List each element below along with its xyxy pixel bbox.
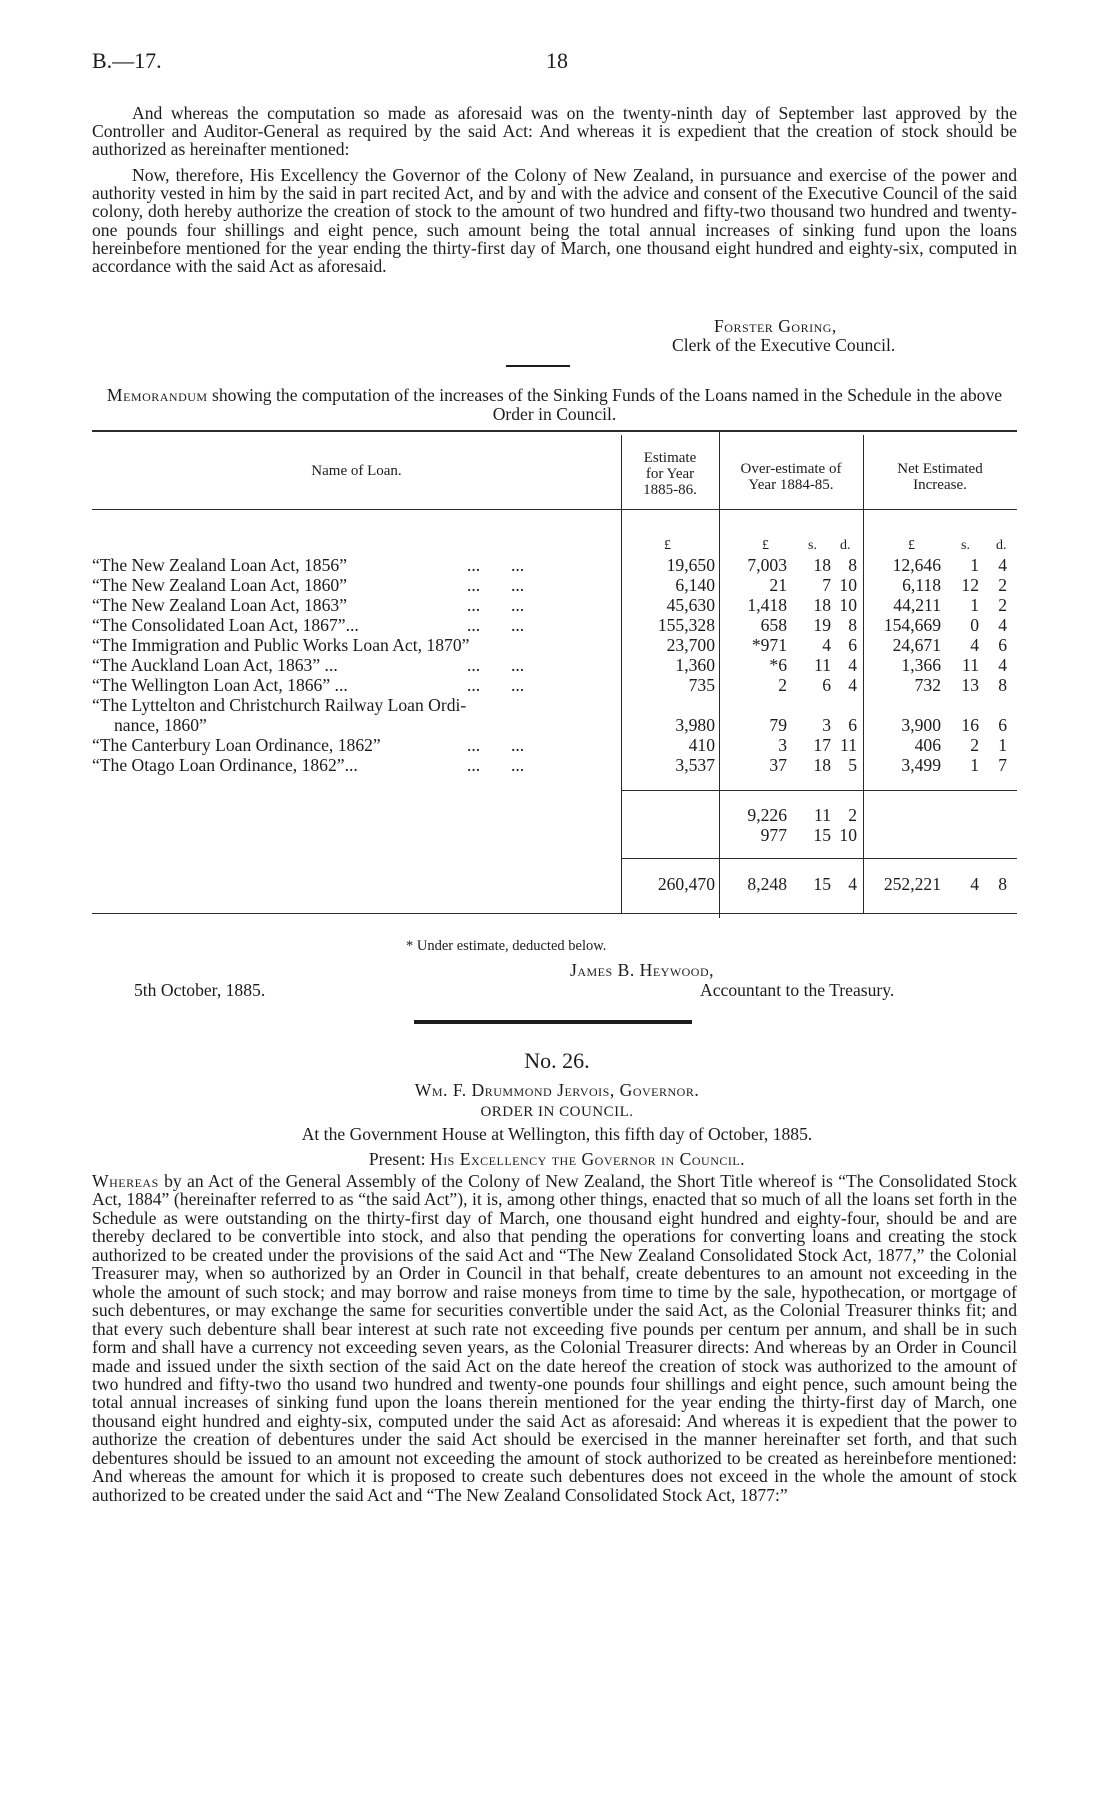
estimate-value: 23,700 <box>666 635 715 655</box>
leader-dots: ... ... <box>467 735 525 755</box>
loan-name: “The Lyttelton and Christchurch Railway Loan Ordi- <box>92 695 467 715</box>
loan-name: “The Auckland Loan Act, 1863” ... <box>92 655 338 675</box>
unit-over-pounds: £ <box>762 538 769 553</box>
accountant-name: James B. Heywood, <box>570 960 715 980</box>
net-pence: 8 <box>998 675 1007 695</box>
table-header-rule <box>92 509 1017 510</box>
over-pounds: 658 <box>760 615 787 635</box>
divider-short <box>506 365 570 367</box>
net-pence: 4 <box>998 555 1007 575</box>
over-pence: 8 <box>848 615 857 635</box>
unit-net-pounds: £ <box>908 538 915 553</box>
net-pounds: 12,646 <box>892 555 941 575</box>
header-estimate <box>621 450 719 498</box>
memorandum-date: 5th October, 1885. <box>134 980 266 1000</box>
intro-paragraph: And whereas the computation so made as aforesaid was on the twenty-ninth day of September last approved by the Controller and Auditor-General as required by the said Act: And whereas it is expedient that the creation of stock should be authorized as hereinafter mentioned: <box>92 103 1017 160</box>
estimate-value: 1,360 <box>675 655 715 675</box>
net-shillings: 1 <box>970 555 979 575</box>
table-top-rule <box>92 430 1017 432</box>
total-over-shillings: 15 <box>813 874 831 894</box>
clerk-name: Forster Goring, <box>714 316 837 336</box>
order-in-council-title: ORDER IN COUNCIL. <box>480 1104 634 1120</box>
over-shillings: 4 <box>822 635 831 655</box>
over-pounds: 3 <box>778 735 787 755</box>
leader-dots: ... ... <box>467 555 525 575</box>
header-over-line1: Over-estimate of <box>740 461 842 477</box>
subtotal1-shillings: 11 <box>814 805 831 825</box>
total-estimate: 260,470 <box>657 874 715 894</box>
loan-name: “The New Zealand Loan Act, 1856” <box>92 555 348 575</box>
estimate-value: 45,630 <box>666 595 715 615</box>
total-net-shillings: 4 <box>970 874 979 894</box>
present-text: His Excellency the Governor in Council. <box>429 1149 746 1169</box>
document-reference: B.—17. <box>92 48 162 73</box>
net-pence: 7 <box>998 755 1007 775</box>
net-pounds: 6,118 <box>902 575 941 595</box>
net-pounds: 24,671 <box>892 635 941 655</box>
subtotal2-shillings: 15 <box>813 825 831 845</box>
over-shillings: 3 <box>822 715 831 735</box>
clerk-title: Clerk of the Executive Council. <box>672 335 896 355</box>
over-pounds: *6 <box>769 655 787 675</box>
loan-name: nance, 1860” <box>114 715 207 735</box>
net-pounds: 3,499 <box>901 755 941 775</box>
leader-dots: ... ... <box>467 595 525 615</box>
net-shillings: 13 <box>961 675 979 695</box>
over-shillings: 17 <box>813 735 831 755</box>
whereas-lead: Whereas <box>92 1171 159 1191</box>
order-number: No. 26. <box>524 1048 590 1073</box>
over-pence: 10 <box>839 575 857 595</box>
over-shillings: 11 <box>814 655 831 675</box>
present-line <box>0 1149 1114 1170</box>
subtotal1-pence: 2 <box>848 805 857 825</box>
loans-table <box>92 430 1017 932</box>
net-shillings: 0 <box>970 615 979 635</box>
footnote: * Under estimate, deducted below. <box>406 938 607 954</box>
net-shillings: 12 <box>961 575 979 595</box>
over-pounds: 7,003 <box>747 555 787 575</box>
leader-dots: ... ... <box>467 615 525 635</box>
place-and-date: At the Government House at Wellington, this fifth day of October, 1885. <box>301 1124 813 1144</box>
over-pounds: *971 <box>751 635 787 655</box>
net-pounds: 732 <box>914 675 941 695</box>
net-pence: 4 <box>998 615 1007 635</box>
estimate-value: 735 <box>688 675 715 695</box>
over-pence: 10 <box>839 595 857 615</box>
net-pounds: 44,211 <box>893 595 941 615</box>
loan-name: “The New Zealand Loan Act, 1863” <box>92 595 348 615</box>
unit-estimate-pounds: £ <box>664 538 671 553</box>
header-estimate-line1: Estimate <box>643 450 697 466</box>
over-shillings: 7 <box>822 575 831 595</box>
total-net-pounds: 252,221 <box>883 874 941 894</box>
header-net-line2: Increase. <box>913 477 967 493</box>
over-shillings: 18 <box>813 755 831 775</box>
net-shillings: 1 <box>970 755 979 775</box>
over-shillings: 19 <box>813 615 831 635</box>
leader-dots: ... ... <box>467 655 525 675</box>
over-pounds: 37 <box>769 755 787 775</box>
net-shillings: 4 <box>970 635 979 655</box>
col-divider-1 <box>621 435 622 913</box>
order-paragraph: Now, therefore, His Excellency the Governor of the Colony of New Zealand, in pursuance and exercise of the power and authority vested in him by the said in part recited Act, and by and with the advice and consent of the Executive Council of the said colony, doth hereby authorize the creation of stock to the amount of two hundred and fifty-two thousand two hundred and twenty-one pounds four shillings and eight pence, such amount being the total annual increases of sinking fund upon the loans hereinbefore mentioned for the year ending the thirty-first day of March, one thousand eight hundred and eighty-six, computed in accordance with the said Act as aforesaid. <box>92 165 1017 277</box>
subtotal2-pence: 10 <box>839 825 857 845</box>
memorandum-lead: Memorandum <box>106 385 208 405</box>
subtotal2-pounds: 977 <box>760 825 787 845</box>
loan-name: “The Immigration and Public Works Loan Act, 1870” <box>92 635 470 655</box>
col-divider-2 <box>719 430 720 918</box>
memorandum-heading <box>92 386 1017 424</box>
over-pence: 4 <box>848 655 857 675</box>
over-pence: 6 <box>848 715 857 735</box>
section-divider <box>414 1020 692 1024</box>
table-total-rule <box>621 858 1017 859</box>
over-shillings: 6 <box>822 675 831 695</box>
total-over-pounds: 8,248 <box>747 874 787 894</box>
table-bottom-rule <box>92 913 1017 914</box>
leader-dots: ... ... <box>467 675 525 695</box>
over-pounds: 21 <box>769 575 787 595</box>
total-net-pence: 8 <box>998 874 1007 894</box>
net-pounds: 154,669 <box>883 615 941 635</box>
table-subtotal-rule <box>621 790 1017 791</box>
net-pence: 6 <box>998 635 1007 655</box>
net-pence: 4 <box>998 655 1007 675</box>
net-shillings: 16 <box>961 715 979 735</box>
over-pence: 6 <box>848 635 857 655</box>
unit-over-pence: d. <box>840 538 851 553</box>
col-divider-3 <box>863 435 864 913</box>
loan-name: “The Consolidated Loan Act, 1867”... <box>92 615 359 635</box>
net-shillings: 11 <box>962 655 979 675</box>
estimate-value: 155,328 <box>657 615 715 635</box>
leader-dots: ... ... <box>467 755 525 775</box>
estimate-value: 3,537 <box>675 755 715 775</box>
header-estimate-line2: for Year <box>645 466 695 482</box>
header-estimate-line3: 1885-86. <box>643 482 697 498</box>
estimate-value: 3,980 <box>675 715 715 735</box>
loan-name: “The Wellington Loan Act, 1866” ... <box>92 675 348 695</box>
present-lead: Present: <box>368 1149 430 1169</box>
loan-name: “The Canterbury Loan Ordinance, 1862” <box>92 735 381 755</box>
loan-name: “The New Zealand Loan Act, 1860” <box>92 575 348 595</box>
unit-over-shillings: s. <box>808 538 817 553</box>
over-pence: 11 <box>840 735 857 755</box>
over-pounds: 1,418 <box>747 595 787 615</box>
whereas-paragraph <box>92 1172 1017 1504</box>
net-pence: 1 <box>998 735 1007 755</box>
whereas-body: by an Act of the General Assembly of the Colony of New Zealand, the Short Title whereof is “The Consolidated Stock Act, 1884” (hereinafter referred to as “the said Act”), it is, among other things, enacted that so much of all the loans set forth in the Schedule as were outstanding on the thirty-first day of March, one thousand eight hundred and eighty-four, should be and are thereby declared to be convertible into stock, and also that pending the operations for converting loans and creating the stock authorized to be created under the provisions of the said Act and “The New Zealand Consolidated Stock Act, 1877,” the Colonial Treasurer may, when so authorized by an Order in Council in that behalf, create debentures to an amount not exceeding in the whole the amount of such stock; and may borrow and raise moneys from time to time by the sale, hypothecation, or mortgage of such debentures, or may exchange the same for securities convertible under the said Act, as the Colonial Treasurer thinks fit; and that every such debenture shall bear interest at such rate not exceeding five pounds per centum per annum, and shall be in such form and shall have a currency not exceeding seven years, as the Colonial Treasurer directs: And whereas by an Order in Council made and issued under the sixth section of the said Act on the date hereof the creation of stock was authorized to the amount of two hundred and fifty-two tho usand two hundred and twenty-one pounds four shillings and eight pence, such amount being the total annual increases of sinking fund upon the loans therein mentioned for the year ending the thirty-first day of March, one thousand eight hundred and eighty-six, computed under the said Act as aforesaid: And whereas it is expedient that the power to authorize the creation of debentures under the said Act should be exercised in the manner hereinafter set forth, and that such debentures should be issued to an amount not exceeding the amount of stock authorized to be created as hereinbefore mentioned: And whereas the amount for which it is proposed to create such debentures does not exceed in the whole the amount of stock authorized to be created under the said Act and “The New Zealand Consolidated Stock Act, 1877:” <box>92 1171 1017 1505</box>
over-pence: 8 <box>848 555 857 575</box>
subtotal1-pounds: 9,226 <box>747 805 787 825</box>
over-pence: 4 <box>848 675 857 695</box>
memorandum-text: showing the computation of the increases of the Sinking Funds of the Loans named in the Schedule in the above Order in Council. <box>207 385 1003 424</box>
header-name-of-loan: Name of Loan. <box>311 463 402 479</box>
over-pounds: 79 <box>769 715 787 735</box>
net-shillings: 1 <box>970 595 979 615</box>
net-pounds: 406 <box>914 735 941 755</box>
net-pence: 2 <box>998 595 1007 615</box>
header-over-line2: Year 1884-85. <box>748 477 834 493</box>
net-pence: 6 <box>998 715 1007 735</box>
net-pence: 2 <box>998 575 1007 595</box>
header-net-line1: Net Estimated <box>897 461 983 477</box>
header-over-estimate <box>719 461 863 493</box>
over-shillings: 18 <box>813 555 831 575</box>
estimate-value: 19,650 <box>666 555 715 575</box>
page-number: 18 <box>546 48 568 73</box>
estimate-value: 410 <box>688 735 715 755</box>
unit-net-shillings: s. <box>961 538 970 553</box>
total-over-pence: 4 <box>848 874 857 894</box>
unit-net-pence: d. <box>996 538 1007 553</box>
leader-dots: ... ... <box>467 575 525 595</box>
net-pounds: 1,366 <box>901 655 941 675</box>
over-pounds: 2 <box>778 675 787 695</box>
over-pence: 5 <box>848 755 857 775</box>
accountant-title: Accountant to the Treasury. <box>700 980 895 1000</box>
header-net-increase <box>863 461 1017 493</box>
net-pounds: 3,900 <box>901 715 941 735</box>
over-shillings: 18 <box>813 595 831 615</box>
governor-line: Wm. F. Drummond Jervois, Governor. <box>414 1080 700 1100</box>
loan-name: “The Otago Loan Ordinance, 1862”... <box>92 755 358 775</box>
estimate-value: 6,140 <box>675 575 715 595</box>
net-shillings: 2 <box>970 735 979 755</box>
